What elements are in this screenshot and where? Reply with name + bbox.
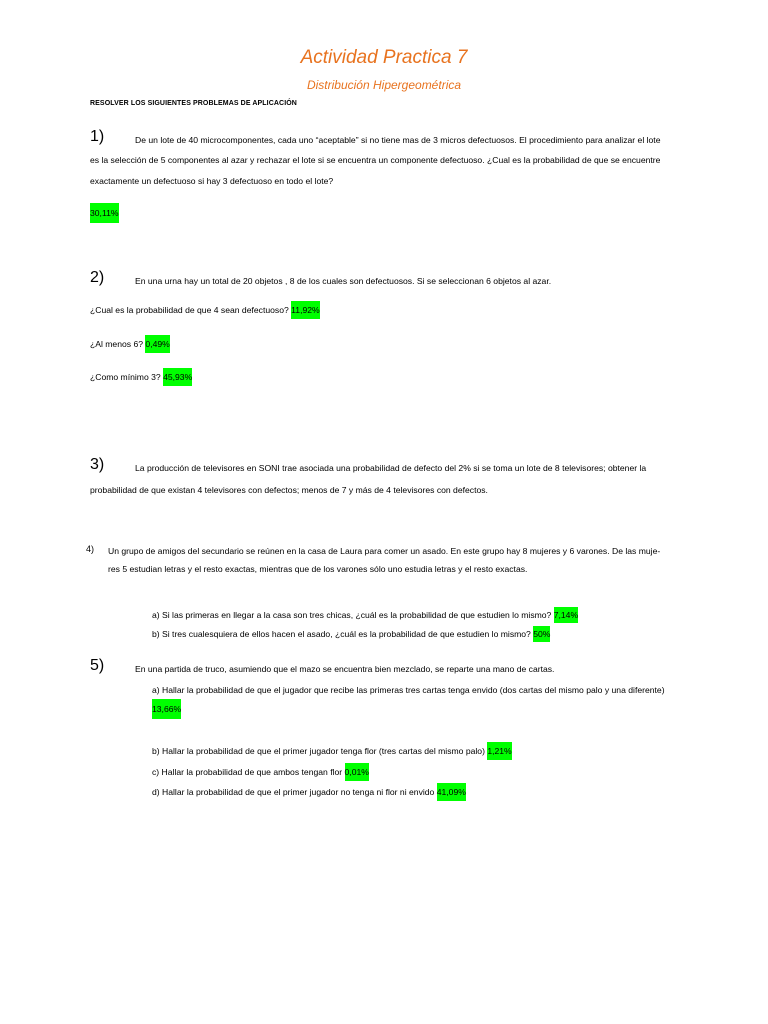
problem-5-question-c	[152, 766, 369, 778]
problem-5-question-a: a) Hallar la probabilidad de que el jugador que recibe las primeras tres cartas tenga envido (dos cartas del mismo palo y una diferente)	[152, 685, 665, 695]
problem-2-question-2	[90, 338, 170, 350]
problem-2-number: 2)	[90, 269, 105, 286]
problem-5-answer-b: 1,21%	[487, 742, 511, 760]
problem-5-number: 5)	[90, 657, 105, 674]
problem-3-text-line-2: probabilidad de que existan 4 televisores con defectos; menos de 7 y más de 4 televisores con defectos.	[90, 485, 488, 495]
problem-5-question-d-text: d) Hallar la probabilidad de que el primer jugador no tenga ni flor ni envido	[152, 787, 435, 797]
problem-5-question-b-text: b) Hallar la probabilidad de que el primer jugador tenga flor (tres cartas del mismo palo)	[152, 746, 485, 756]
problem-3-number: 3)	[90, 456, 105, 473]
problem-5-question-c-text: c) Hallar la probabilidad de que ambos tengan flor	[152, 767, 343, 777]
problem-2-question-1-text: ¿Cual es la probabilidad de que 4 sean defectuoso?	[90, 305, 289, 315]
page-subtitle: Distribución Hipergeométrica	[306, 78, 462, 92]
problem-4-answer-a: 7,14%	[554, 607, 578, 623]
problem-2-question-2-text: ¿Al menos 6?	[90, 339, 144, 349]
problem-2-intro: En una urna hay un total de 20 objetos , 8 de los cuales son defectuosos. Si se seleccionan 6 objetos al azar.	[135, 276, 552, 286]
problem-2-answer-2: 0,49%	[145, 335, 169, 353]
problem-1-number: 1)	[90, 128, 105, 145]
page-title: Actividad Practica 7	[300, 47, 468, 68]
problem-5-answer-a: 13,66%	[152, 699, 181, 719]
problem-5-question-d	[152, 786, 466, 798]
problem-5-answer-c: 0,01%	[345, 763, 369, 781]
problem-2-question-1	[90, 304, 320, 316]
problem-4-number: 4)	[86, 544, 95, 554]
problem-4-question-a	[152, 609, 578, 621]
problem-5-question-b	[152, 745, 512, 757]
problem-2-answer-1: 11,92%	[291, 301, 320, 319]
problem-1-text-line-3: exactamente un defectuoso si hay 3 defectuoso en todo el lote?	[90, 176, 334, 186]
problem-4-text-line-2: res 5 estudian letras y el resto exactas, mientras que de los varones sólo uno estudia letras y el resto exactas.	[108, 564, 528, 574]
problem-5-intro: En una partida de truco, asumiendo que el mazo se encuentra bien mezclado, se reparte una mano de cartas.	[135, 664, 555, 674]
problem-4-question-b-text: b) Si tres cualesquiera de ellos hacen el asado, ¿cuál es la probabilidad de que estudien lo mismo?	[152, 629, 531, 639]
problem-2-question-3	[90, 371, 192, 383]
problem-2-question-3-text: ¿Como mínimo 3?	[90, 372, 161, 382]
problem-5-answer-d: 41,09%	[437, 783, 466, 801]
problem-4-text-line-1: Un grupo de amigos del secundario se reúnen en la casa de Laura para comer un asado. En este grupo hay 8 mujeres y 6 varones. De las muje-	[108, 546, 661, 556]
problem-2-answer-3: 45,93%	[163, 368, 192, 386]
problem-4-question-a-text: a) Si las primeras en llegar a la casa son tres chicas, ¿cuál es la probabilidad de que estudien lo mismo?	[152, 610, 552, 620]
problem-1-answer: 30,11%	[90, 203, 119, 223]
instructions-heading: RESOLVER LOS SIGUIENTES PROBLEMAS DE APLICACIÓN	[90, 100, 297, 107]
problem-1-text-line-1: De un lote de 40 microcomponentes, cada uno “aceptable” si no tiene mas de 3 micros defectuosos. El procedimiento para analizar el lote	[135, 135, 661, 145]
problem-3-text-line-1: La producción de televisores en SONI trae asociada una probabilidad de defecto del 2% si se toma un lote de 8 televisores; obtener la	[135, 463, 647, 473]
problem-1-text-line-2: es la selección de 5 componentes al azar y rechazar el lote si se encuentra un componente defectuoso. ¿Cual es la probabilidad de que se encuentre	[90, 155, 661, 165]
problem-4-answer-b: 50%	[533, 626, 550, 642]
problem-4-question-b	[152, 628, 550, 640]
